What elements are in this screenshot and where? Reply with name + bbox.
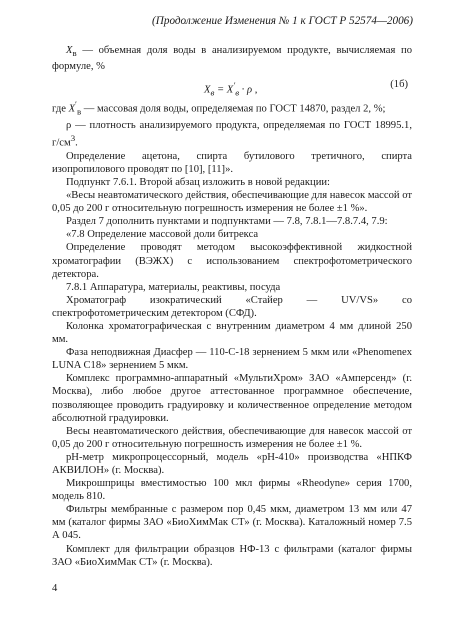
paragraph: Раздел 7 дополнить пунктами и подпунктами — 7.8, 7.8.1—7.8.7.4, 7.9: (66, 216, 388, 228)
formula-number: (1б) (390, 79, 408, 91)
paragraph: $X_в$ — объемная доля воды в анализируемом продукте, вычисляемая по формуле, % (52, 45, 412, 73)
paragraph: «Весы неавтоматического действия, обеспечивающие для навесок массой от 0,05 до 200 г относительную погрешность измерения не более ±1 %». (52, 190, 412, 215)
paragraph: Определение ацетона, спирта бутилового третичного, спирта изопропилового проводят по [10], [11]». (52, 150, 412, 175)
paragraph: Комплект для фильтрации образцов НФ-13 с фильтрами (каталог фирмы ЗАО «БиоХимМак СТ» (г. Москва). (52, 543, 412, 568)
paragraph: где $X'_в$ — массовая доля воды, определяемая по ГОСТ 14870, раздел 2, %; (52, 99, 386, 117)
body-text (52, 44, 412, 569)
paragraph: Колонка хроматографическая с внутренним диаметром 4 мм длиной 250 мм. (52, 320, 412, 346)
paragraph: Комплекс программно-аппаратный «МультиХром» ЗАО «Амперсенд» (г. Москва), либо любое другое аттестованное программное обеспечение, позволяющее проводить градуировку и количественное определение методом абсолютной градуировки. (52, 373, 412, 424)
running-header: (Продолжение Изменения № 1 к ГОСТ Р 52574—2006) (152, 15, 413, 27)
page-number: 4 (52, 583, 58, 594)
paragraph: ρ — плотность анализируемого продукта, определяемая по ГОСТ 18995.1, $г/см^3$. (52, 120, 412, 149)
formula-expression: $X_в = X'_в \cdot \rho$ , (204, 80, 258, 98)
paragraph: Хроматограф изократический «Стайер — UV/VS» со спектрофотометрическим детектором (СФД). (52, 294, 412, 319)
paragraph: Фаза неподвижная Диасфер — 110-С-18 зернением 5 мкм или «Phenomenex LUNA C18» зернением 5 мкм. (52, 347, 412, 372)
paragraph: Определение проводят методом высокоэффективной жидкостной хроматографии (ВЭЖХ) с использованием спектрофотометрического детектора. (52, 242, 412, 280)
paragraph: «7.8 Определение массовой доли битрекса (66, 229, 259, 241)
paragraph: Микрошприцы вместимостью 100 мкл фирмы «Rheodyne» серия 1700, модель 810. (52, 478, 412, 503)
paragraph: Подпункт 7.6.1. Второй абзац изложить в новой редакции: (66, 176, 330, 188)
paragraph: 7.8.1 Аппаратура, материалы, реактивы, посуда (66, 281, 281, 293)
formula-1b (52, 75, 412, 98)
paragraph: Фильтры мембранные с размером пор 0,45 мкм, диаметром 13 мм или 47 мм (каталог фирмы ЗАО «БиоХимМак СТ» (г. Москва). Каталожный номер 7.5 А 045. (52, 504, 412, 542)
paragraph: Весы неавтоматического действия, обеспечивающие для навесок массой от 0,05 до 200 г относительную погрешность измерения не более ±1 %. (52, 425, 412, 450)
paragraph: pH-метр микропроцессорный, модель «pH-410» производства «НПКФ АКВИЛОН» (г. Москва). (52, 451, 412, 476)
